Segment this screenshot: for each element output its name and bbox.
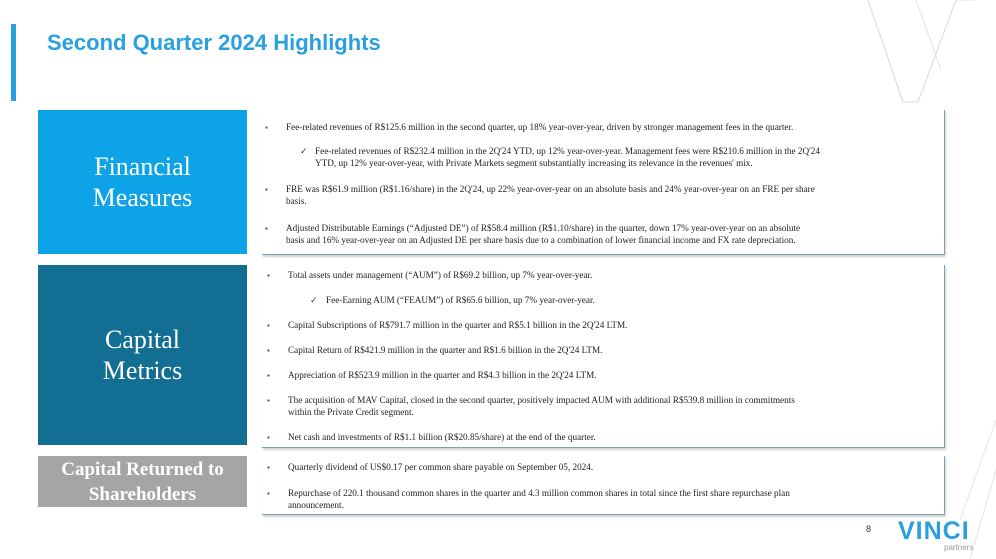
bullet-square-icon: ▪ [267,433,270,442]
capital-metrics-panel [262,265,945,448]
capital-returned-label [38,456,247,507]
item-text: Appreciation of R$523.9 million in the quarter and R$4.3 billion in the 2Q'24 LTM. [288,370,597,380]
list-item [267,345,937,357]
bullet-square-icon: ▪ [267,371,270,380]
item-text: Adjusted Distributable Earnings (“Adjusted DE”) of R$58.4 million (R$1.10/share) in the quarter, down 17% year-over-year on an absolute [286,223,801,233]
item-text: Fee-Earning AUM (“FEAUM”) of R$65.6 billion, up 7% year-over-year. [326,295,595,305]
checkmark-icon: ✓ [300,146,308,156]
bullet-square-icon: ▪ [267,271,270,280]
list-item [265,122,935,134]
section-label-line: Financial [94,152,191,181]
list-item [267,462,937,474]
item-text: announcement. [288,499,344,510]
checkmark-icon: ✓ [310,295,318,305]
item-text: Repurchase of 220.1 thousand common shares in the quarter and 4.3 million common shares in total since the first share repurchase plan [288,488,790,498]
section-label-line: Capital [104,325,181,354]
item-text: Total assets under management (“AUM”) of R$69.2 billion, up 7% year-over-year. [288,270,593,280]
list-item [300,146,940,169]
item-text: Fee-related revenues of R$232.4 million in the 2Q'24 YTD, up 12% year-over-year. Management fees were R$210.6 million in the 2Q'24 [315,146,820,156]
bullet-square-icon: ▪ [267,463,270,472]
vinci-logo: VINCI [898,517,970,545]
bullet-square-icon: ▪ [267,396,270,405]
item-text: Capital Return of R$421.9 million in the quarter and R$1.6 billion in the 2Q'24 LTM. [288,345,603,355]
list-item [265,184,940,207]
item-text: Fee-related revenues of R$125.6 million in the second quarter, up 18% year-over-year, driven by stronger management fees in the quarter. [286,122,794,132]
item-text: Capital Subscriptions of R$791.7 million in the quarter and R$5.1 billion in the 2Q'24 LTM. [288,320,628,330]
list-item [265,223,940,246]
list-item [267,270,937,282]
page-number: 8 [866,524,872,534]
list-item [267,432,937,444]
bullet-square-icon: ▪ [267,346,270,355]
item-text: Quarterly dividend of US$0.17 per common share payable on September 05, 2024. [288,462,594,472]
item-text: YTD, up 12% year-over-year, with Private Markets segment substantially increasing its relevance in the revenues' mix. [315,157,753,168]
list-item [267,395,937,418]
bullet-square-icon: ▪ [267,489,270,498]
item-text: basis and 16% year-over-year on an Adjusted DE per share basis due to a combination of lower financial income and FX rate depreciation. [286,234,796,245]
bullet-square-icon: ▪ [267,321,270,330]
list-item [267,320,937,332]
item-text: basis. [286,195,307,206]
capital-metrics-label [38,265,247,445]
item-text: within the Private Credit segment. [288,406,414,417]
decorative-v-lines [866,0,996,110]
bullet-square-icon: ▪ [265,224,268,233]
section-label-line: Measures [92,183,193,212]
capital-returned-panel [262,456,945,515]
bullet-square-icon: ▪ [265,123,268,132]
item-text: The acquisition of MAV Capital, closed in the second quarter, positively impacted AUM with additional R$539.8 million in commitments [288,395,795,405]
section-label-line: Capital Returned to [61,458,224,480]
slide-title: Second Quarter 2024 Highlights [47,30,381,55]
item-text: FRE was R$61.9 million (R$1.16/share) in the 2Q'24, up 22% year-over-year on an absolute basis and 24% year-over-year on an FRE per share [286,184,815,194]
vinci-logo-subtext: partners [944,543,974,552]
list-item [267,488,937,511]
item-text: Net cash and investments of R$1.1 billion (R$20.85/share) at the end of the quarter. [288,432,596,442]
section-label-line: Shareholders [88,483,197,505]
list-item [310,295,930,307]
financial-measures-panel [262,110,945,255]
financial-measures-label [38,110,247,254]
bullet-square-icon: ▪ [265,185,268,194]
title-accent-bar [11,24,16,101]
section-label-line: Metrics [102,356,183,385]
list-item [267,370,937,382]
